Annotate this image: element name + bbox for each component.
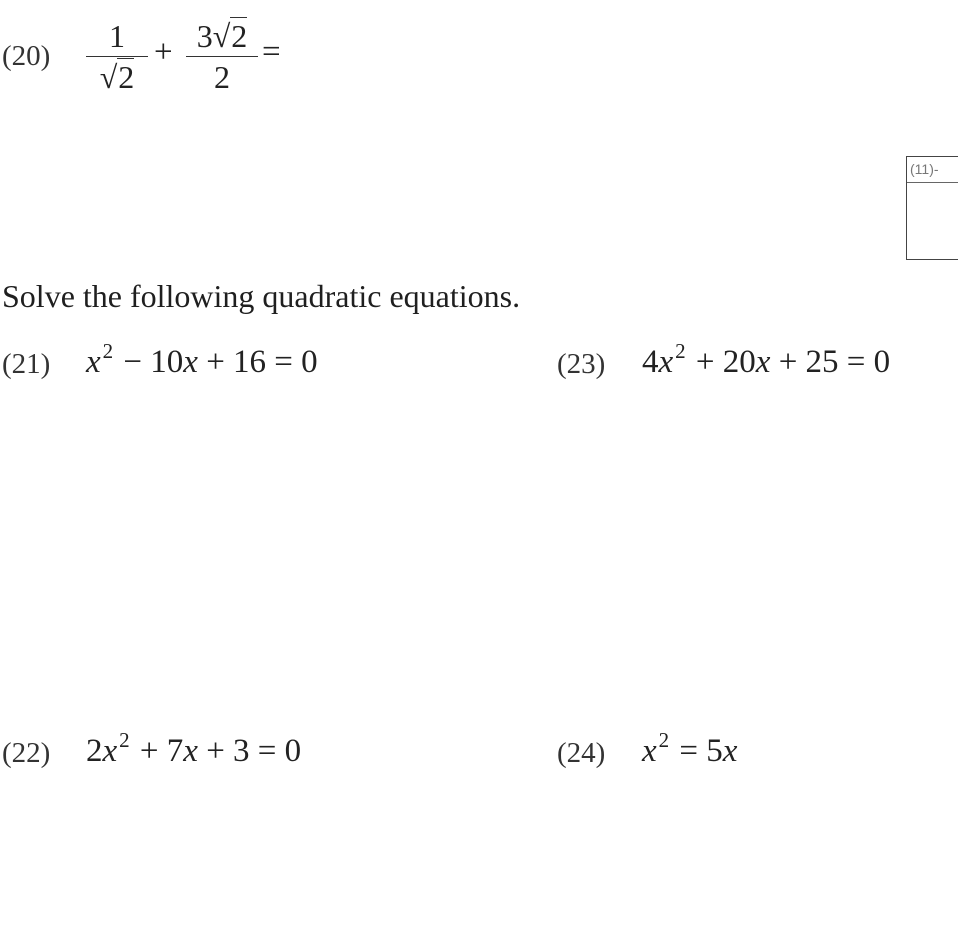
equation-part: + 16 = 0	[206, 344, 318, 380]
problem-23-equation	[642, 339, 891, 381]
problem-20-fraction-1-numerator: 1	[109, 18, 125, 54]
exponent: 2	[102, 339, 114, 363]
radical-sign: √	[212, 18, 231, 54]
equation-part: + 20	[695, 344, 756, 380]
problem-24-number: (24)	[557, 737, 606, 769]
equation-part: = 5	[679, 733, 723, 769]
instruction-text: Solve the following quadratic equations.	[2, 278, 521, 314]
answer-box	[906, 156, 958, 260]
radicand: 2	[118, 59, 135, 95]
variable-x: x	[755, 344, 771, 380]
problem-20-fraction-2-denominator: 2	[214, 59, 230, 95]
coefficient: 2	[86, 733, 103, 769]
variable-x: x	[658, 344, 674, 380]
variable-x: x	[86, 344, 101, 380]
problem-20-fraction-2-numerator	[186, 20, 258, 52]
radicand: 2	[231, 18, 248, 54]
problem-20-number: (20)	[2, 40, 51, 72]
problem-20-plus: +	[154, 34, 173, 70]
problem-21-equation	[86, 339, 318, 381]
equation-part: − 10	[123, 344, 184, 380]
problem-20-equals: =	[262, 34, 281, 70]
exponent: 2	[119, 728, 130, 752]
problem-23-number: (23)	[557, 348, 606, 380]
equation-part: + 3 = 0	[206, 733, 302, 769]
variable-x: x	[183, 733, 198, 769]
radical-sign: √	[99, 59, 118, 95]
exponent: 2	[675, 339, 686, 363]
problem-20-fraction-1	[86, 20, 148, 93]
problem-21-number: (21)	[2, 348, 51, 380]
variable-x: x	[722, 733, 738, 769]
exponent: 2	[658, 728, 670, 752]
problem-24-equation	[642, 728, 738, 770]
answer-box-header: (11)-	[907, 157, 958, 183]
fraction-bar	[86, 56, 148, 57]
problem-20-fraction-1-denominator	[86, 61, 148, 93]
coefficient: 4	[642, 344, 659, 380]
problem-20-fraction-2	[186, 20, 258, 93]
fraction-bar	[186, 56, 258, 57]
equation-part: + 25 = 0	[778, 344, 891, 380]
equation-part: + 7	[139, 733, 184, 769]
variable-x: x	[183, 344, 198, 380]
variable-x: x	[642, 733, 657, 769]
problem-22-equation	[86, 728, 302, 770]
variable-x: x	[102, 733, 118, 769]
problem-22-number: (22)	[2, 737, 51, 769]
coefficient: 3	[196, 18, 213, 54]
